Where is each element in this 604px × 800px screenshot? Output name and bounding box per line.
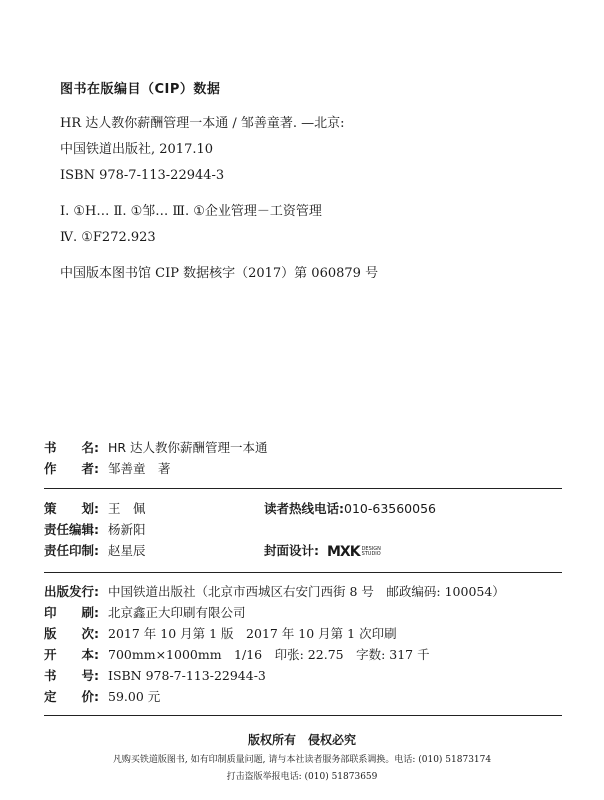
- cip-line-record-number: 中国版本图书馆 CIP 数据核字（2017）第 060879 号: [60, 266, 379, 281]
- editor-label: 责任编辑:: [44, 522, 99, 537]
- cover-design-row: [264, 541, 381, 560]
- planner-label: 策 划:: [44, 501, 99, 516]
- price-value: 59.00 元: [108, 689, 161, 704]
- format-row: [44, 645, 430, 663]
- hotline-value: 010-63560056: [344, 501, 436, 516]
- copyright-notice: 版权所有 侵权必究: [247, 733, 356, 747]
- book-title-value: HR 达人教你薪酬管理一本通: [108, 440, 268, 455]
- quality-notice: 凡购买铁道版图书, 如有印制质量问题, 请与本社读者服务部联系调换。电话: (010) 51873174: [112, 755, 492, 765]
- printer-row: [44, 603, 246, 621]
- isbn-value: ISBN 978-7-113-22944-3: [108, 668, 266, 683]
- planner-row: [44, 499, 146, 517]
- piracy-report-line: 打击盗版举报电话: (010) 51873659: [226, 772, 378, 782]
- divider-1: [44, 488, 562, 489]
- hotline-label: 读者热线电话:: [264, 501, 344, 516]
- cover-design-label: 封面设计:: [264, 543, 319, 558]
- publisher-row: [44, 582, 505, 600]
- planner-value: 王 佩: [108, 501, 146, 516]
- edition-row: [44, 624, 397, 642]
- hotline-row: [264, 499, 436, 517]
- author-label: 作 者:: [44, 461, 99, 476]
- publisher-value: 中国铁道出版社（北京市西城区右安门西街 8 号 邮政编码: 100054）: [108, 584, 505, 599]
- format-label: 开 本:: [44, 647, 99, 662]
- book-title-row: [44, 438, 268, 456]
- cip-block: [60, 78, 560, 287]
- cip-line-publisher: 中国铁道出版社, 2017.10: [60, 142, 214, 157]
- cip-line-title: HR 达人教你薪酬管理一本通 / 邹善童著. —北京:: [60, 116, 345, 131]
- divider-2: [44, 572, 562, 573]
- author-value: 邹善童 著: [108, 461, 171, 476]
- cip-line-isbn: ISBN 978-7-113-22944-3: [60, 168, 225, 183]
- logo-subtitle: [362, 547, 381, 557]
- cip-title: 图书在版编目（CIP）数据: [60, 82, 221, 97]
- cip-line-class-number: Ⅳ. ①F272.923: [60, 230, 156, 245]
- logo-sub-design: DESIGN: [361, 545, 381, 552]
- price-row: [44, 687, 160, 705]
- printer-label: 印 刷:: [44, 605, 99, 620]
- editor-value: 杨新阳: [108, 522, 146, 537]
- logo-sub-studio: STUDIO: [361, 550, 381, 557]
- isbn-row: [44, 666, 266, 684]
- book-title-label: 书 名:: [44, 440, 99, 455]
- divider-3: [44, 715, 562, 716]
- price-label: 定 价:: [44, 689, 99, 704]
- printing-manager-label: 责任印制:: [44, 543, 99, 558]
- isbn-label: 书 号:: [44, 668, 99, 683]
- edition-value: 2017 年 10 月第 1 版 2017 年 10 月第 1 次印刷: [108, 626, 397, 641]
- publisher-label: 出版发行:: [44, 584, 99, 599]
- author-row: [44, 459, 171, 477]
- design-studio-logo: [327, 544, 381, 560]
- cip-line-classification: Ⅰ. ①H… Ⅱ. ①邹… Ⅲ. ①企业管理－工资管理: [60, 204, 322, 219]
- printing-manager-row: [44, 541, 146, 559]
- logo-mark: MXK: [326, 543, 360, 560]
- edition-label: 版 次:: [44, 626, 99, 641]
- format-value: 700mm×1000mm 1/16 印张: 22.75 字数: 317 千: [108, 647, 430, 662]
- printing-manager-value: 赵星辰: [108, 543, 146, 558]
- printer-value: 北京鑫正大印刷有限公司: [108, 605, 246, 620]
- editor-row: [44, 520, 146, 538]
